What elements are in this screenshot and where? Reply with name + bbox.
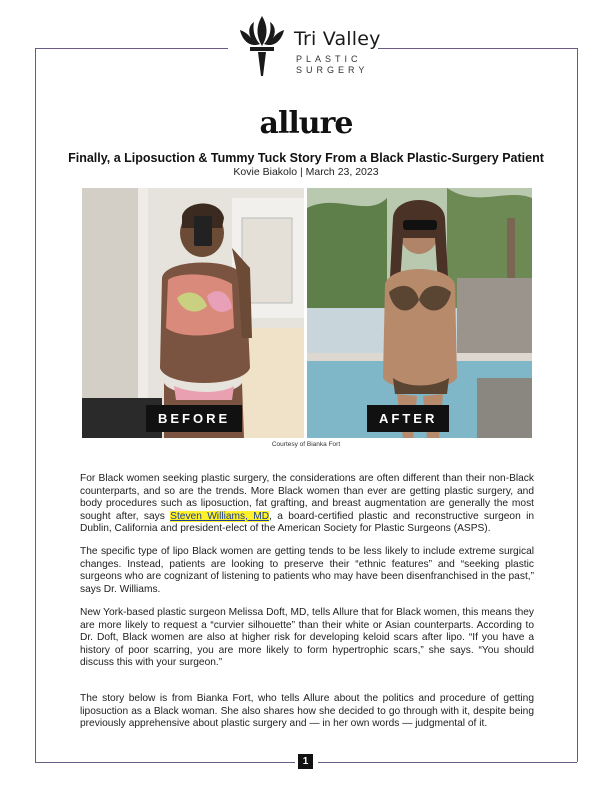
surgeon-link[interactable]: Steven Williams, MD [170, 510, 270, 522]
body-paragraph-1 [80, 473, 534, 536]
after-photo-image [307, 188, 532, 438]
body-paragraph-2: The specific type of lipo Black women are getting tends to be less likely to include extreme surgical changes. Instead, patients are looking to preserve their “ethnic features” and “seeking plastic surgeons who are cognizant of listening to patients who may have been disenfranchised in the past,” says Dr. Williams. [80, 546, 534, 595]
frame-top-left [35, 48, 228, 49]
paragraph-1-text-a: For Black women seeking plastic surgery, the considerations are often different than their non-Black counterparts, and so are the trends. More Black women than ever are getting plastic surgery, and body procedures such as liposuction, fat grafting, and breast augmentation are generally the most sought after, says [80, 473, 534, 522]
logo-subtitle-plastic: PLASTIC [296, 54, 362, 64]
page-number: 1 [298, 754, 313, 769]
practice-logo [236, 14, 386, 80]
article-byline: Kovie Biakolo | March 23, 2023 [233, 166, 379, 178]
before-photo [82, 188, 304, 438]
body-paragraph-4: The story below is from Bianka Fort, who tells Allure about the politics and procedure of getting liposuction as a Black woman. She also shares how she decided to go through with it, despite being previously apprehensive about plastic surgery and — in her own words — judgmental of it. [80, 693, 534, 730]
logo-subtitle-surgery: SURGERY [296, 65, 369, 75]
before-label: BEFORE [146, 405, 242, 432]
after-photo [307, 188, 532, 438]
article-headline: Finally, a Liposuction & Tummy Tuck Story From a Black Plastic-Surgery Patient [68, 151, 544, 165]
after-label: AFTER [367, 405, 449, 432]
frame-right [577, 48, 578, 762]
paragraph-1-text-b: , a board-certified plastic and reconstructive surgeon in Dublin, California and president-elect of the American Society for Plastic Surgeons (ASPS). [80, 510, 534, 535]
fleur-de-lis-icon [236, 14, 288, 78]
frame-bottom-left [35, 762, 295, 763]
photo-credit: Courtesy of Bianka Fort [271, 441, 341, 448]
before-photo-image [82, 188, 304, 438]
frame-left [35, 48, 36, 762]
publication-masthead: allure [259, 106, 353, 141]
frame-top-right [378, 48, 577, 49]
frame-bottom-right [318, 762, 577, 763]
body-paragraph-3: New York-based plastic surgeon Melissa Doft, MD, tells Allure that for Black women, this means they are more likely to request a “curvier silhouette” than their white or Asian counterparts. According to Dr. Doft, Black women are also at higher risk for developing keloid scars after lipo. “If you have a history of poor scarring, you are more likely to form hypertrophic scars,” she says. “You should discuss this with your surgeon.” [80, 607, 534, 669]
logo-title: Tri Valley [294, 28, 381, 50]
